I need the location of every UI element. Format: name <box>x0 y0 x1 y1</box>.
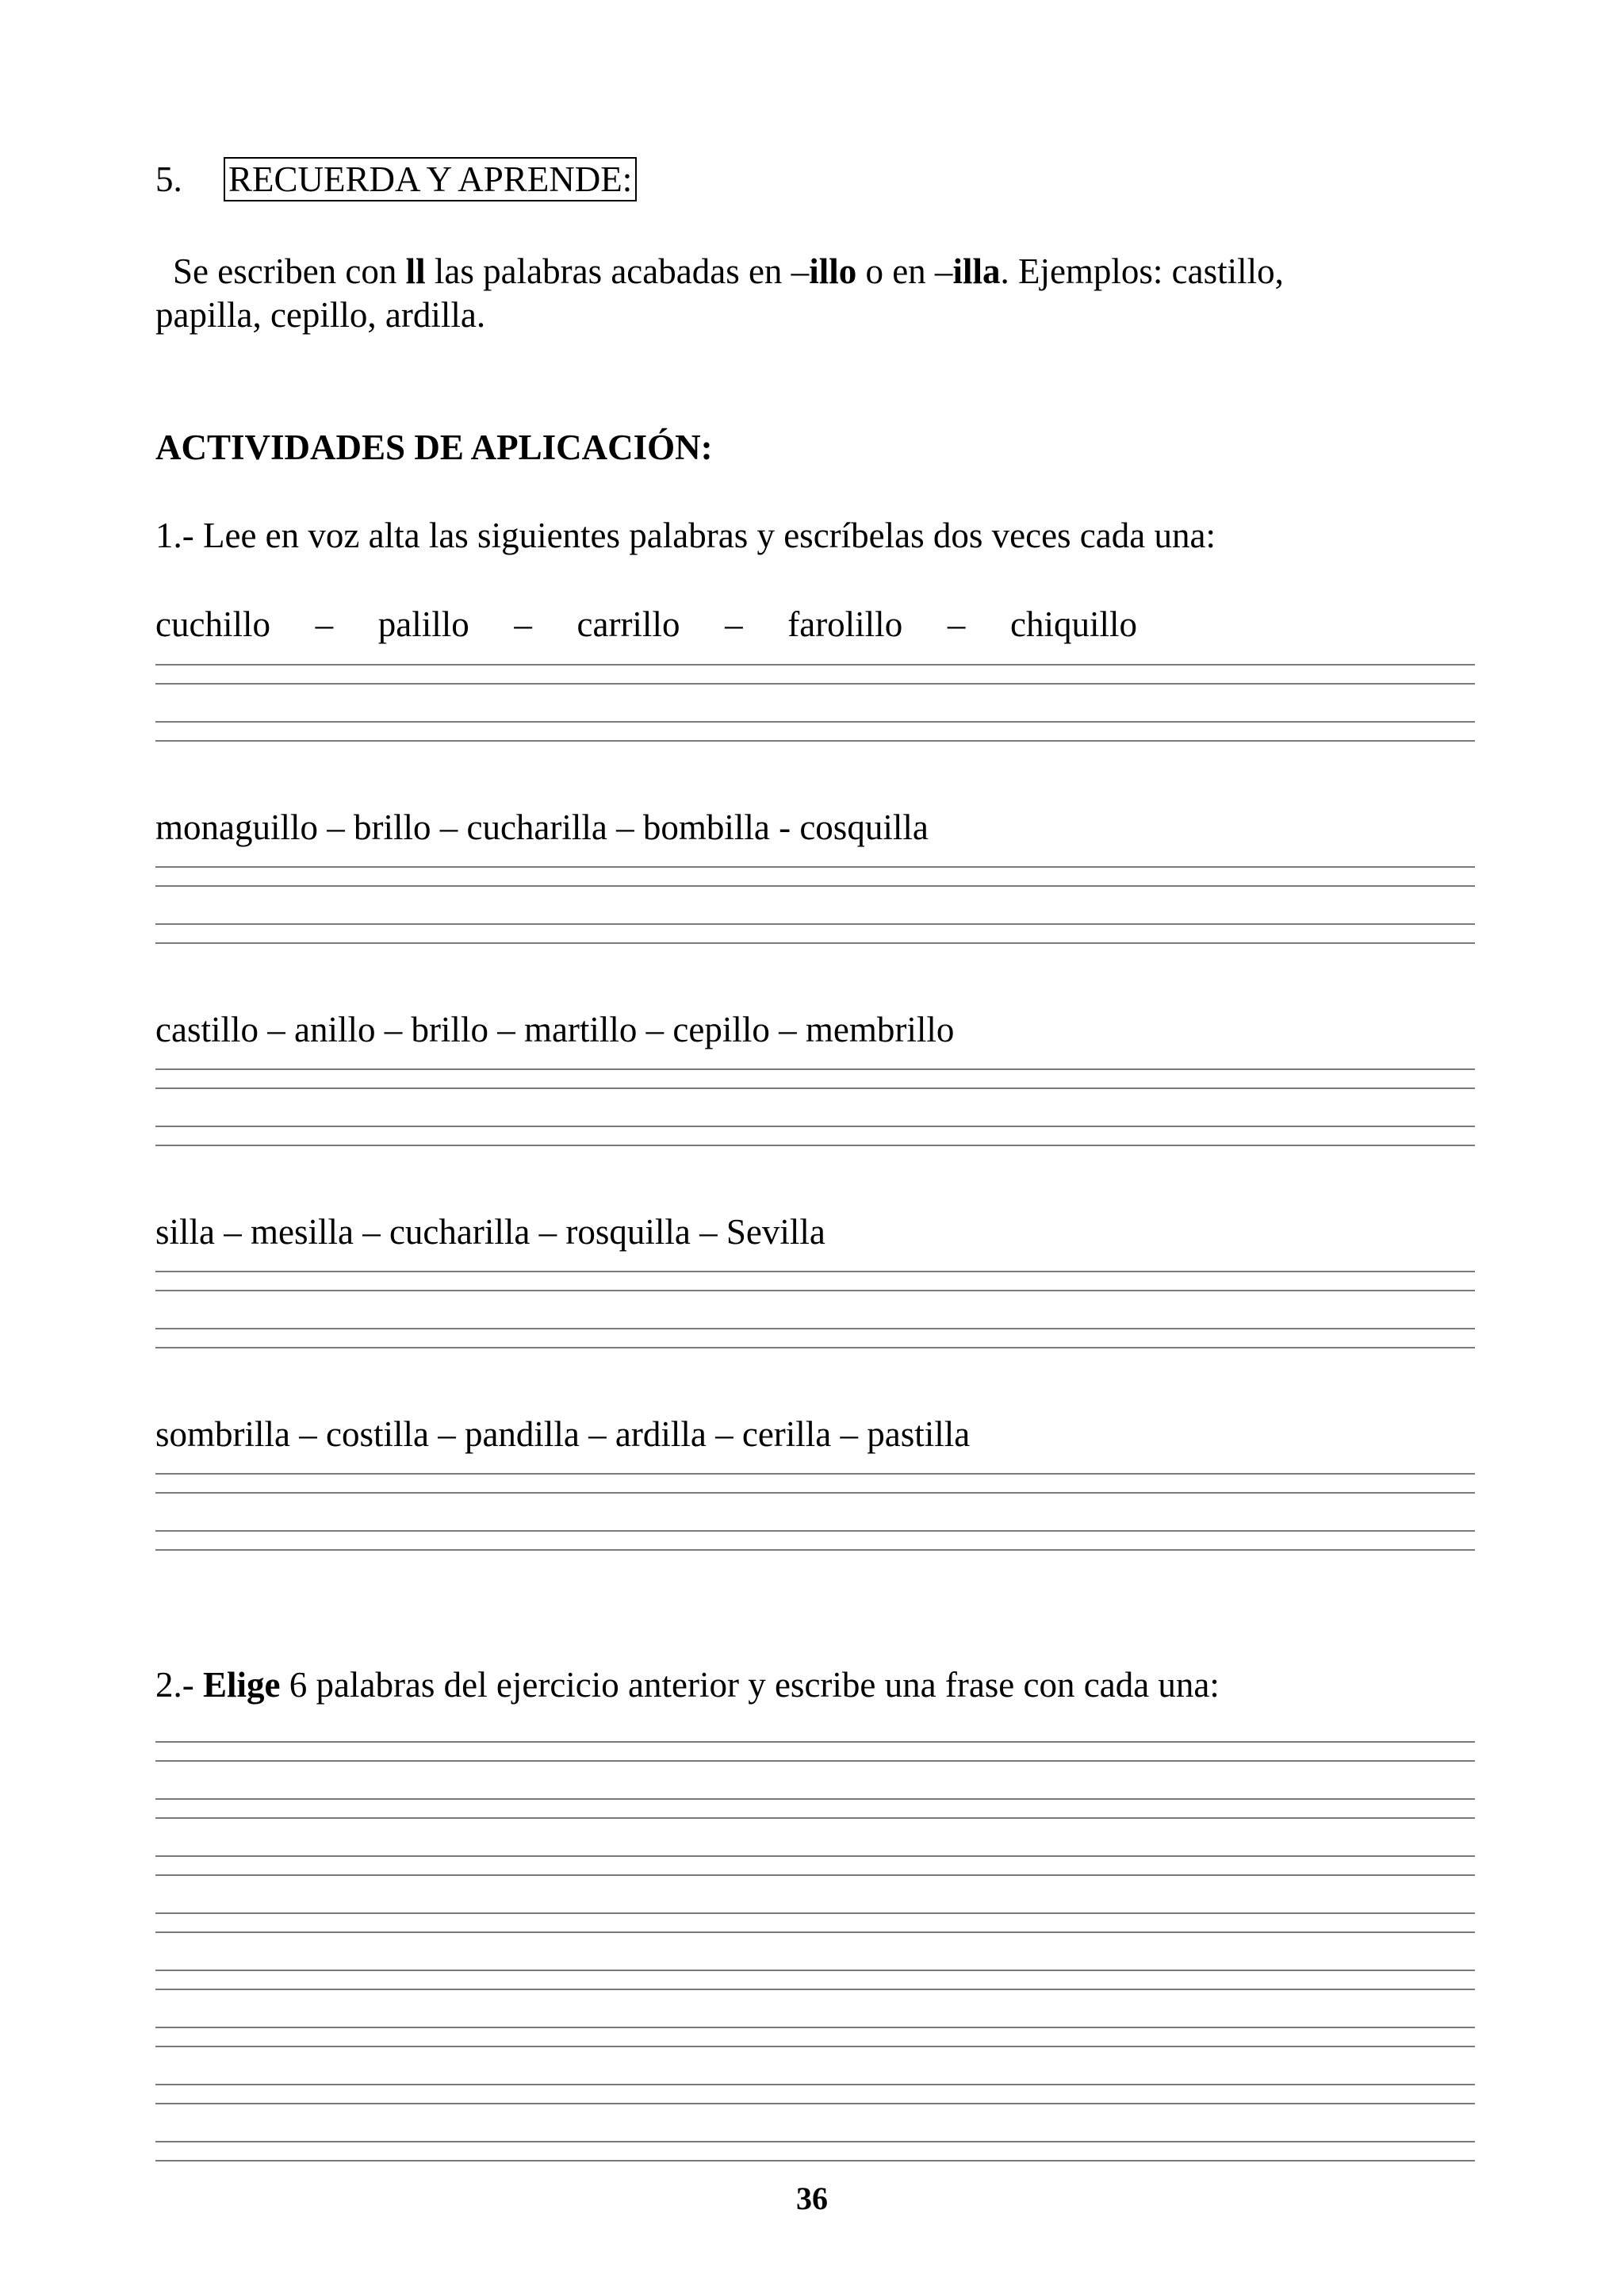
rule-bold-ll: ll <box>405 251 426 291</box>
page-number: 36 <box>796 2181 828 2216</box>
writing-line[interactable] <box>155 1473 1475 1475</box>
writing-line[interactable] <box>155 1087 1475 1089</box>
writing-line[interactable] <box>155 923 1475 925</box>
word-group-4: silla – mesilla – cucharilla – rosquilla – Sevilla <box>155 1212 825 1252</box>
writing-line[interactable] <box>155 1798 1475 1800</box>
rule-bold-illo: illo <box>809 251 857 291</box>
exercise-2-instruction <box>155 1663 1220 1706</box>
writing-line[interactable] <box>155 1817 1475 1819</box>
rule-bold-illa: illa <box>952 251 1001 291</box>
word-group-3: castillo – anillo – brillo – martillo – cepillo – membrillo <box>155 1010 955 1049</box>
writing-line[interactable] <box>155 885 1475 887</box>
writing-line[interactable] <box>155 1931 1475 1933</box>
writing-line[interactable] <box>155 1126 1475 1127</box>
word: farolillo <box>787 604 903 644</box>
rule-text: . Ejemplos: castillo, <box>1000 251 1284 291</box>
writing-line[interactable] <box>155 1347 1475 1348</box>
word: cuchillo <box>155 604 270 644</box>
writing-line[interactable] <box>155 683 1475 685</box>
rule-paragraph-line-2: papilla, cepillo, ardilla. <box>155 295 486 335</box>
writing-line[interactable] <box>155 2046 1475 2047</box>
writing-line[interactable] <box>155 1970 1475 1971</box>
writing-line[interactable] <box>155 2084 1475 2085</box>
section-title-box: RECUERDA Y APRENDE: <box>224 157 637 201</box>
word-group-5: sombrilla – costilla – pandilla – ardilla – cerilla – pastilla <box>155 1414 971 1454</box>
dash: – <box>725 604 743 644</box>
word: chiquillo <box>1009 604 1137 644</box>
exercise-2-prefix: 2.- <box>155 1665 203 1705</box>
rule-text: Se escriben con <box>173 251 406 291</box>
writing-line[interactable] <box>155 1741 1475 1743</box>
writing-line[interactable] <box>155 2103 1475 2104</box>
rule-text: las palabras acabadas en – <box>425 251 810 291</box>
writing-line[interactable] <box>155 2027 1475 2028</box>
writing-line[interactable] <box>155 664 1475 666</box>
writing-line[interactable] <box>155 1530 1475 1532</box>
writing-line[interactable] <box>155 1492 1475 1494</box>
writing-line[interactable] <box>155 1912 1475 1914</box>
writing-line[interactable] <box>155 740 1475 742</box>
writing-line[interactable] <box>155 1271 1475 1272</box>
exercise-1-instruction: 1.- Lee en voz alta las siguientes palabras y escríbelas dos veces cada una: <box>155 516 1216 555</box>
writing-line[interactable] <box>155 1068 1475 1070</box>
writing-line[interactable] <box>155 1328 1475 1329</box>
writing-line[interactable] <box>155 1549 1475 1551</box>
word: palillo <box>377 604 469 644</box>
rule-paragraph-line-1 <box>173 250 1284 293</box>
writing-line[interactable] <box>155 1760 1475 1762</box>
section-number: 5. <box>155 159 182 199</box>
writing-line[interactable] <box>155 2141 1475 2142</box>
word-group-2: monaguillo – brillo – cucharilla – bombilla - cosquilla <box>155 807 929 847</box>
writing-line[interactable] <box>155 1874 1475 1876</box>
dash: – <box>315 604 334 644</box>
exercise-2-bold-word: Elige <box>203 1665 281 1705</box>
writing-line[interactable] <box>155 1290 1475 1291</box>
exercise-2-text: 6 palabras del ejercicio anterior y escribe una frase con cada una: <box>280 1665 1220 1705</box>
dash: – <box>514 604 532 644</box>
writing-line[interactable] <box>155 721 1475 723</box>
writing-line[interactable] <box>155 942 1475 944</box>
writing-line[interactable] <box>155 866 1475 868</box>
word: carrillo <box>576 604 680 644</box>
writing-line[interactable] <box>155 1855 1475 1857</box>
word-group-1 <box>155 603 1137 646</box>
activities-heading: ACTIVIDADES DE APLICACIÓN: <box>155 428 713 467</box>
writing-line[interactable] <box>155 1989 1475 1990</box>
dash: – <box>947 604 966 644</box>
writing-line[interactable] <box>155 1145 1475 1146</box>
rule-text: o en – <box>856 251 953 291</box>
writing-line[interactable] <box>155 2160 1475 2161</box>
